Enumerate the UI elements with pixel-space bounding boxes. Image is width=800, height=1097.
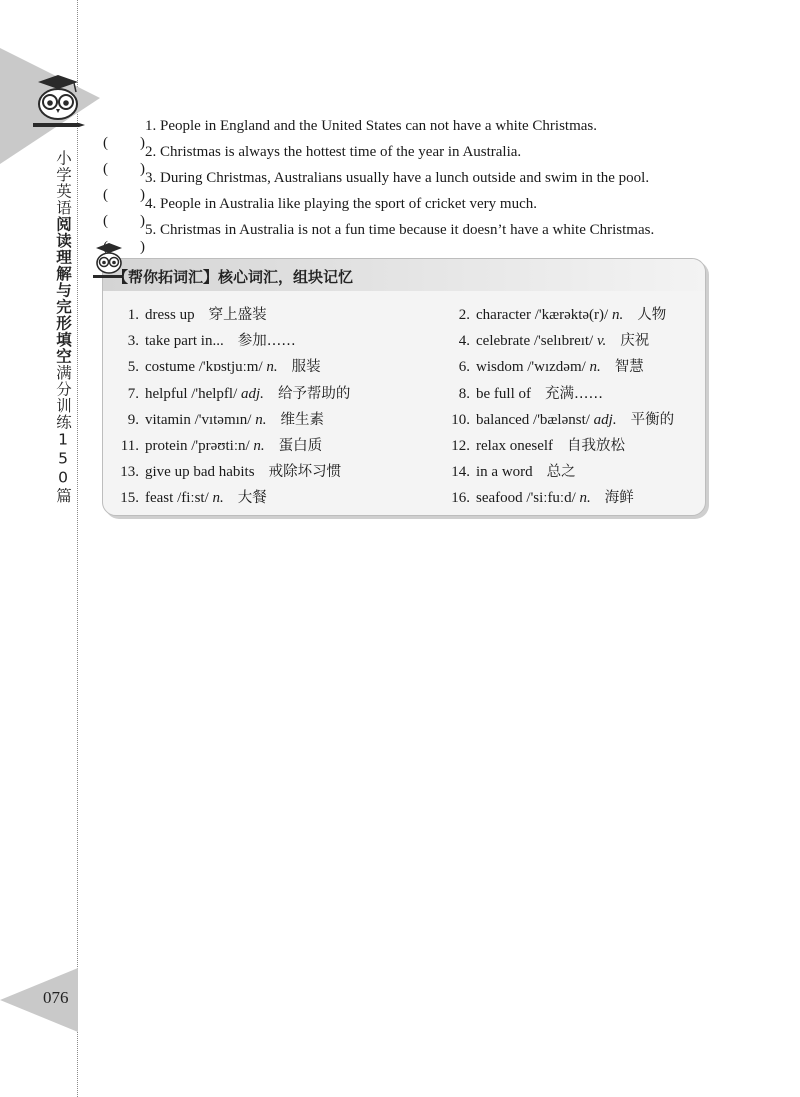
vocab-item [103,303,267,324]
vocab-item [103,408,324,429]
vocab-chinese: 给予帮助的 [277,385,351,402]
vocab-chinese: 蛋白质 [278,437,323,454]
vocab-chinese: 海鲜 [604,490,634,507]
vocab-english: costume /'kɒstjuːm/ [145,359,263,376]
question-text: 4. People in Australia like playing the sport of cricket very much. [145,196,537,212]
vocab-number: 13. [120,464,139,481]
question-item [103,191,743,229]
vocab-part-of-speech: n. [611,307,624,323]
question-text: 3. During Christmas, Australians usually have a lunch outside and swim in the pool. [145,170,650,186]
vocab-chinese: 参加…… [237,333,296,350]
paren-close: ) [140,161,145,177]
vocab-number: 6. [458,359,470,376]
vocab-item [434,434,625,455]
vocab-number: 16. [451,490,470,507]
paren-open: ( [103,187,108,203]
question-text: 1. People in England and the United States can not have a white Christmas. [145,118,597,134]
vocab-part-of-speech: n. [266,359,278,376]
vocab-english: character /'kærəktə(r)/ [476,307,609,323]
question-text: 5. Christmas in Australia is not a fun time because it doesn’t have a white Christmas. [145,222,655,238]
paren-close: ) [140,239,145,255]
vocab-item [434,329,649,350]
vocab-row [103,303,705,329]
question-item [103,165,743,203]
page-number: 076 [43,988,69,1007]
vocab-number: 3. [127,333,139,350]
vocab-item [434,408,674,429]
vocab-chinese: 自我放松 [567,437,626,454]
vocab-english: be full of [476,385,531,402]
vocab-english: vitamin /'vıtəmın/ [145,411,252,428]
vocab-chinese: 智慧 [614,359,644,376]
vocab-chinese: 大餐 [237,490,267,507]
vocab-chinese: 服装 [291,359,321,376]
vocab-number: 10. [451,411,470,428]
vocab-chinese: 总之 [546,464,576,481]
paren-open: ( [103,135,108,151]
vocab-item [103,434,322,455]
vocab-row [103,355,705,381]
side-title-part: 小学英语 [54,150,72,216]
vocab-item [434,382,603,403]
vocab-part-of-speech: adj. [593,411,617,428]
side-title-part: 满分训练150篇 [54,364,72,504]
paren-open: ( [103,161,108,177]
vocab-english: dress up [145,307,195,323]
vocab-list [103,303,705,513]
true-false-questions [103,113,743,255]
vocab-chinese: 维生素 [280,411,324,428]
vocab-number: 15. [120,490,139,507]
vocab-row [103,434,705,460]
vocab-chinese: 充满…… [544,385,603,402]
vocab-english: helpful /'helpfl/ [145,385,238,402]
vocab-number: 8. [458,385,470,402]
vocab-item [103,329,296,350]
paren-close: ) [140,135,145,151]
paren-close: ) [140,213,145,229]
vocab-english: in a word [476,464,533,481]
vocab-number: 14. [451,464,470,481]
vocab-part-of-speech: v. [596,333,607,350]
vocab-item [434,303,666,324]
vocab-chinese: 平衡的 [630,411,675,428]
vocab-chinese: 庆祝 [620,333,650,350]
vocab-part-of-speech: adj. [241,385,264,402]
vocab-number: 12. [451,437,470,454]
vocab-part-of-speech: n. [255,411,267,428]
vocab-number: 5. [127,359,139,376]
vocab-row [103,486,705,512]
vocab-number: 4. [458,333,470,350]
vocab-item [103,460,341,481]
vocab-item [103,486,267,507]
owl-mascot-icon [30,72,86,134]
vocab-item [434,486,634,507]
vocab-english: feast /fiːst/ [145,490,209,507]
vocab-english: give up bad habits [145,464,255,481]
vocab-row [103,408,705,434]
vocab-part-of-speech: n. [589,359,601,376]
question-item [103,217,743,255]
vocab-part-of-speech: n. [579,490,591,507]
vocab-chinese: 戒除坏习惯 [268,464,342,481]
vocab-number: 9. [127,411,139,428]
vocab-english: relax oneself [476,437,554,454]
paren-close: ) [140,187,145,203]
vocab-english: protein /'prəʊtiːn/ [145,437,250,454]
vocab-number: 7. [127,385,139,402]
vocab-title: 【帮你拓词汇】核心词汇，组块记忆 [113,268,354,286]
vocab-number: 11. [120,437,139,454]
vocab-chinese: 穿上盛装 [208,307,267,323]
vocab-part-of-speech: n. [253,437,265,454]
vocab-english: celebrate /'selıbreıt/ [476,333,594,350]
side-title-part: 阅读理解与完形填空 [54,216,72,365]
question-item [103,139,743,177]
vocab-box [102,258,706,516]
vocab-part-of-speech: n. [212,490,224,507]
vocab-row [103,329,705,355]
vocab-item [434,355,644,376]
vocab-english: balanced /'bælənst/ [476,411,590,428]
question-item [103,113,743,151]
vocab-row [103,382,705,408]
vocab-row [103,460,705,486]
vocab-english: wisdom /'wızdəm/ [476,359,586,376]
side-book-title [52,150,74,504]
vocab-chinese: 人物 [637,307,667,323]
vocab-english: seafood /'siːfuːd/ [476,490,576,507]
vocab-english: take part in... [145,333,224,350]
vocab-item [434,460,576,481]
paren-open: ( [103,213,108,229]
question-text: 2. Christmas is always the hottest time of the year in Australia. [145,144,522,160]
vocab-item [103,382,350,403]
vocab-number: 1. [127,307,139,323]
vocab-number: 2. [458,307,470,323]
vocab-item [103,355,321,376]
